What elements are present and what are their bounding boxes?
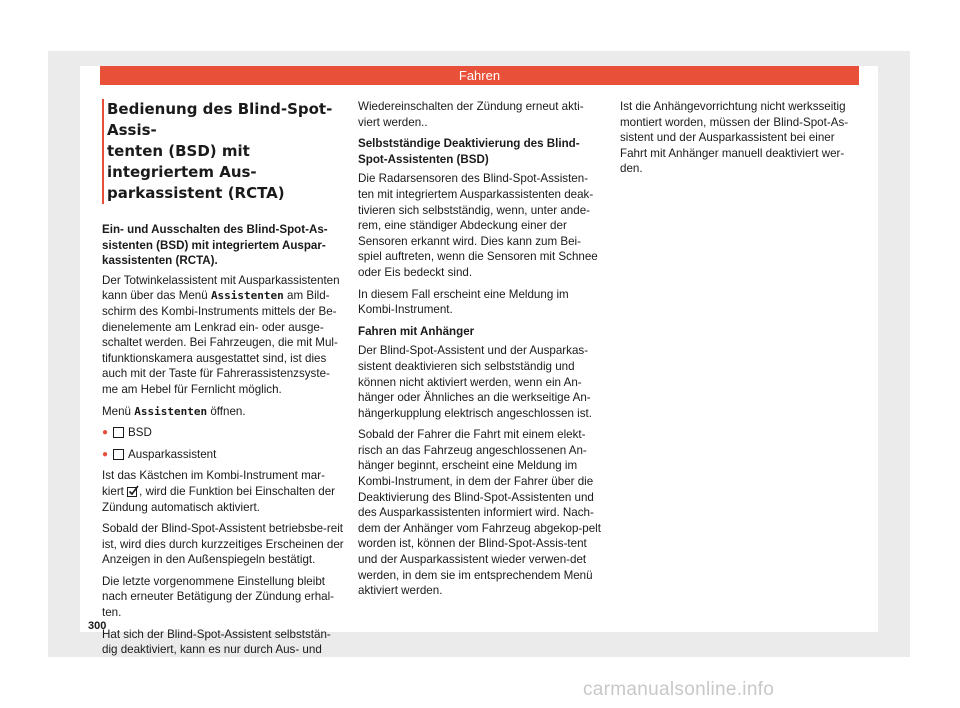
chapter-title: Fahren: [458, 68, 501, 83]
paragraph: Ist die Anhängevorrichtung nicht werksseitig montiert worden, müssen der Blind-Spot-As-sistent und der Ausparkassistent bei einer Fahrt mit Anhänger manuell deaktiviert wer-den.: [620, 100, 849, 176]
paragraph: In diesem Fall erscheint eine Meldung im Kombi-Instrument.: [358, 287, 569, 317]
paragraph: Die Radarsensoren des Blind-Spot-Assisten-ten mit integriertem Ausparkassistenten deak-tivieren sich selbstständig, wenn, unter ande-rem, eine ständiger Abdeckung einer der Sensoren erkannt wird. Dies kann zum Bei-spiel auftreten, wenn die Sensoren mit Schnee oder Eis bedeckt sind.: [358, 172, 598, 279]
list-item: [102, 447, 344, 463]
paragraph: Sobald der Blind-Spot-Assistent betriebsbe-reit ist, wird dies durch kurzzeitiges Erscheinen der Anzeigen in den Außenspiegeln bestätigt.: [102, 522, 344, 567]
menu-name: Assistenten: [134, 404, 208, 418]
text: am Bild-schirm des Kombi-Instruments mittels der Be-dienelemente am Lenkrad ein- oder ausge-schaltet werden. Bei Fahrzeugen, die mit Mul-tifunktionskamera ausgestattet sind, ist dies auch mit der Taste für Fahrerassistenzsyste-me am Hebel für Fernlicht möglich.: [102, 289, 338, 396]
paragraph: Die letzte vorgenommene Einstellung bleibt nach erneuter Betätigung der Zündung erhal-ten.: [102, 574, 335, 620]
list-item: [102, 425, 344, 441]
paragraph: Sobald der Fahrer die Fahrt mit einem elekt-risch an das Fahrzeug angeschlossenen An-hänger beginnt, erscheint eine Meldung im Kombi-Instrument, in dem der Fahrer über die Deaktivierung des Blind-Spot-Assistenten und des Ausparkassistenten informiert wird. Nach-dem der Anhänger vom Fahrzeug abgekop-pelt worden ist, können der Blind-Spot-Assis-tent und der Ausparkassistent wieder verwen-det werden, in dem sie im entsprechendem Menü aktiviert werden.: [358, 428, 601, 598]
section-title-line: parkassistent (RCTA): [107, 184, 285, 202]
bullet-dot-icon: ●: [102, 427, 109, 439]
text: Menü: [102, 404, 135, 418]
section-title-line: Bedienung des Blind-Spot-Assis-: [107, 100, 333, 139]
list-item-label: BSD: [128, 426, 152, 440]
text: Der Totwinkelassistent mit Ausparkassistenten kann über das Menü: [102, 273, 340, 303]
checkbox-checked-icon: [127, 485, 139, 497]
text: öffnen.: [207, 404, 246, 418]
paragraph: Hat sich der Blind-Spot-Assistent selbststän-dig deaktiviert, kann es nur durch Aus- und: [102, 627, 331, 657]
watermark: carmanualsonline.info: [583, 679, 775, 700]
column-3: [620, 99, 860, 183]
menu-name: Assistenten: [210, 289, 284, 303]
section-title-line: tenten (BSD) mit integriertem Aus-: [107, 142, 257, 181]
chapter-header: [100, 66, 859, 85]
paragraph: Der Blind-Spot-Assistent und der Ausparkas-sistent deaktivieren sich selbstständig und können nicht aktiviert werden, wenn ein An-hänger oder Ähnliches an die werkseitige An-hängerkupplung elektrisch angeschlossen ist.: [358, 344, 592, 420]
subheading: Selbstständige Deaktivierung des Blind-Spot-Assistenten (BSD): [358, 137, 580, 166]
subheading: Fahren mit Anhänger: [358, 324, 475, 338]
text: , wird die Funktion bei Einschalten der Zündung automatisch aktiviert.: [102, 484, 336, 514]
checkbox-icon: [113, 449, 124, 460]
menu-instruction: [102, 404, 344, 420]
paragraph: [102, 468, 344, 515]
column-2: [358, 99, 602, 605]
list-item-label: Ausparkassistent: [128, 447, 217, 461]
page-number: 300: [88, 620, 107, 632]
column-1: [102, 99, 344, 664]
text: Ist das Kästchen im Kombi-Instrument mar-kiert: [102, 469, 325, 498]
paragraph: Wiedereinschalten der Zündung erneut akti-viert werden..: [358, 100, 584, 129]
checkbox-icon: [113, 427, 124, 438]
subheading: Ein- und Ausschalten des Blind-Spot-As-sistenten (BSD) mit integriertem Auspar-kassistenten (RCTA).: [102, 223, 328, 268]
section-title: [102, 99, 344, 204]
bullet-dot-icon: ●: [102, 448, 109, 460]
paragraph: [102, 273, 344, 398]
